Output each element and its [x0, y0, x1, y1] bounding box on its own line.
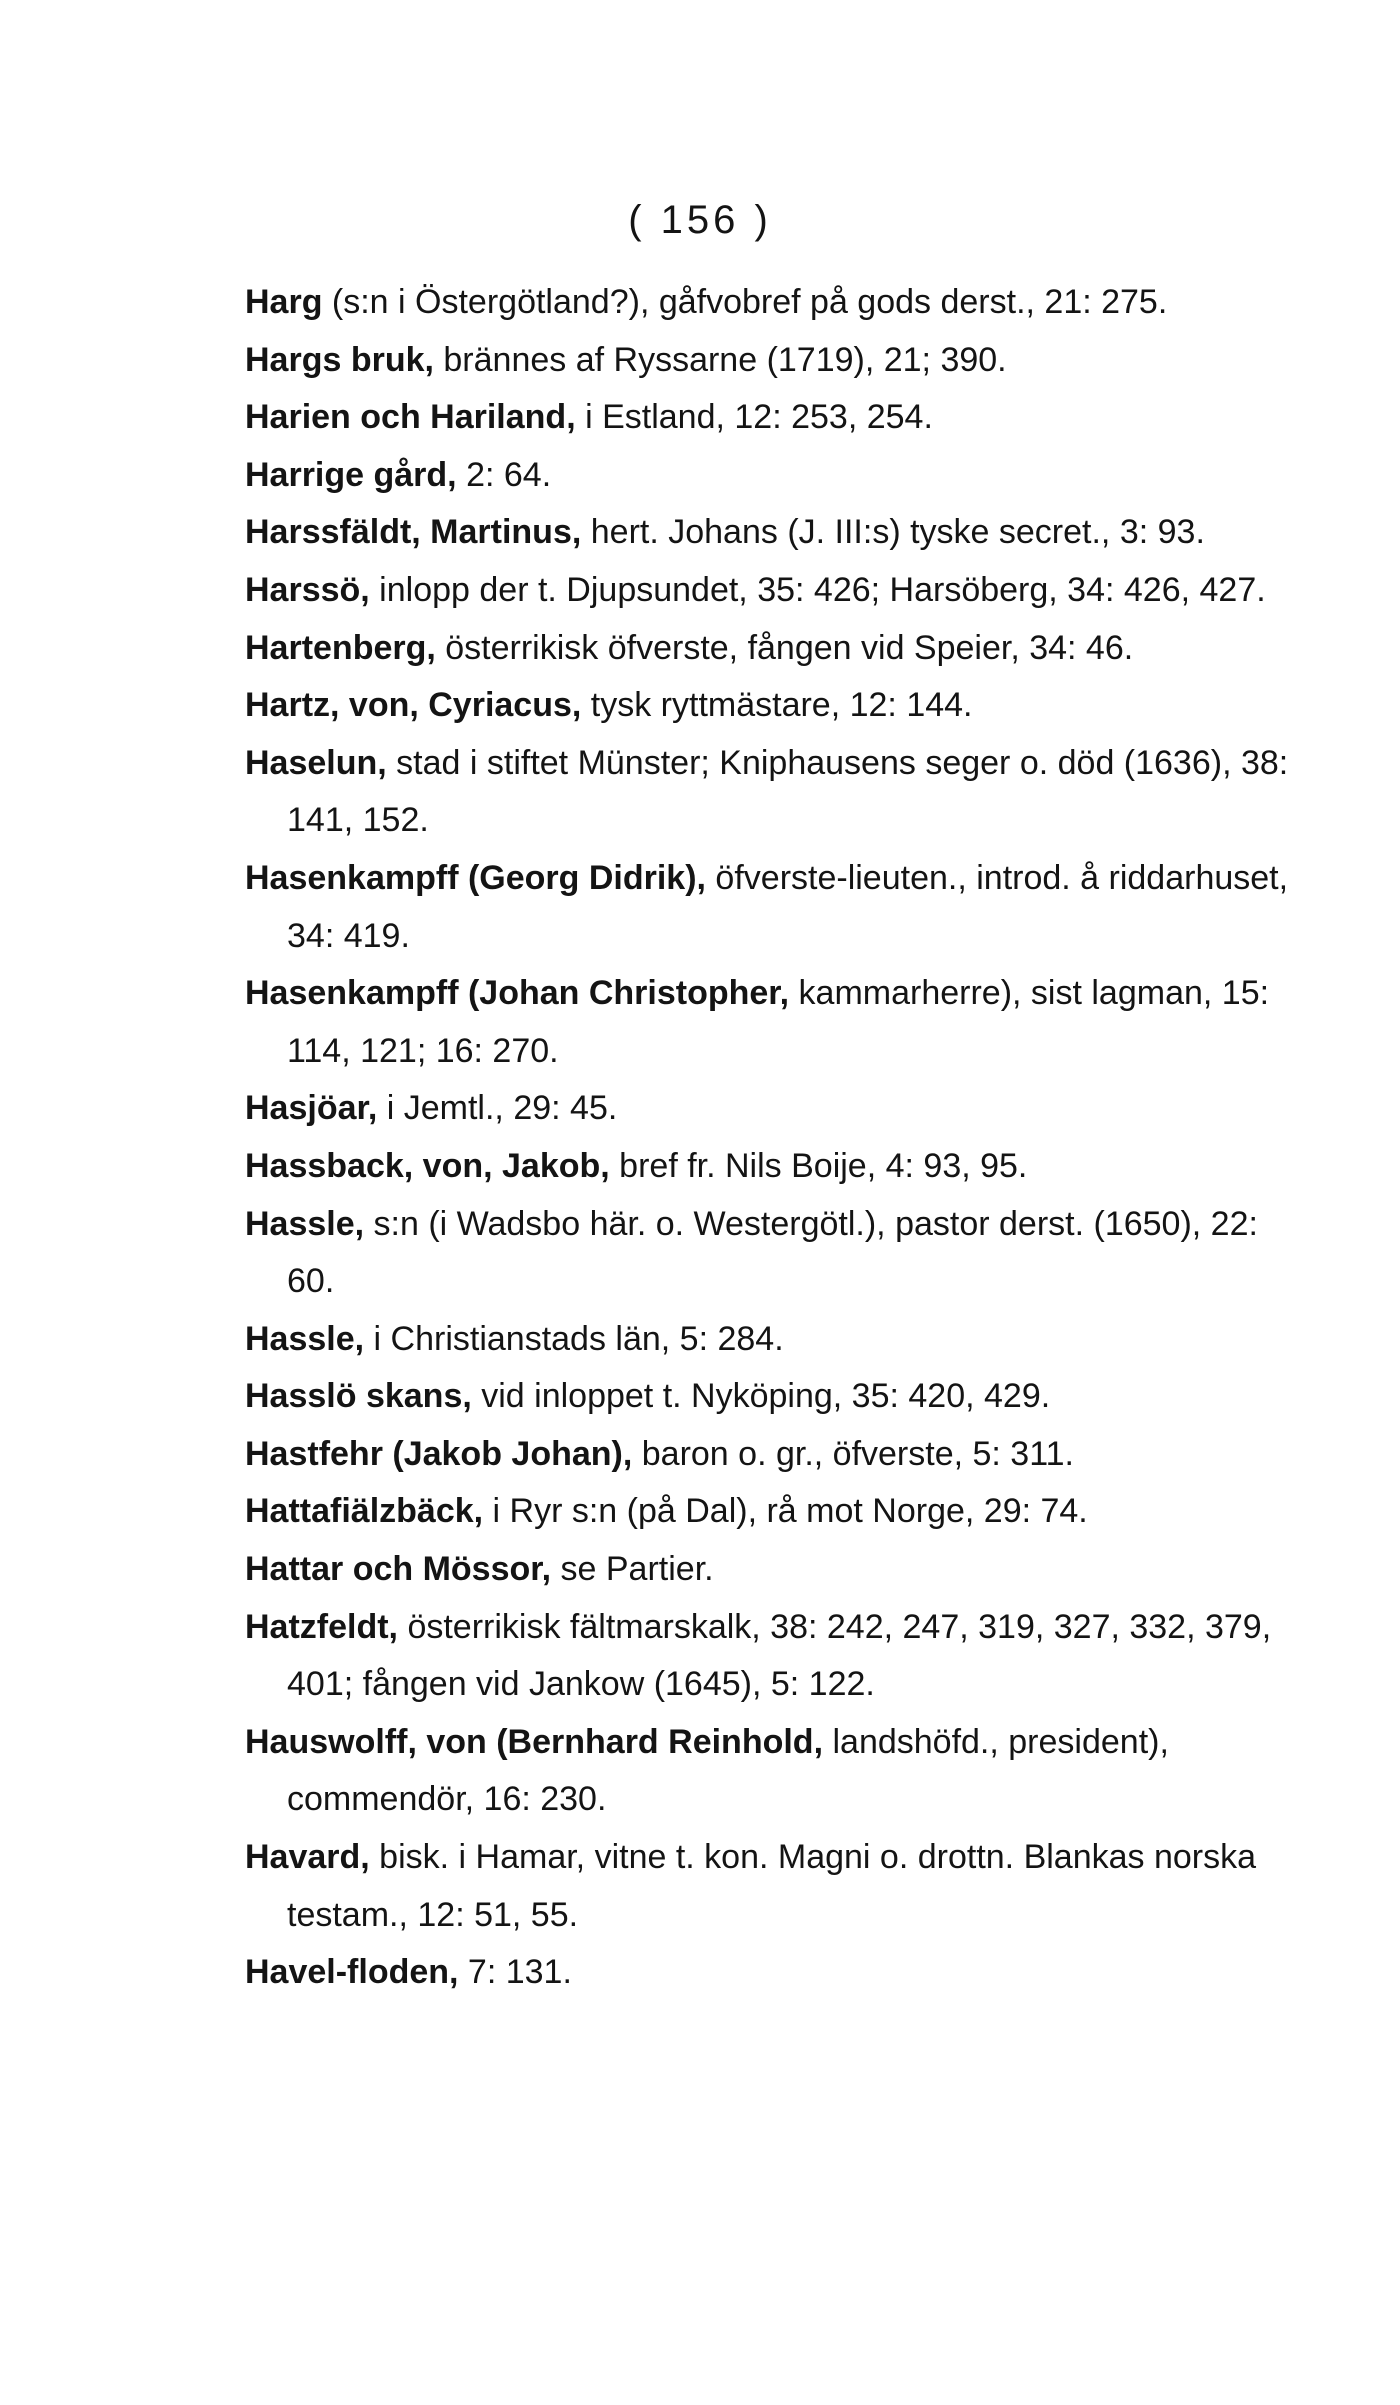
entry-text: vid inloppet t. Nyköping, 35: 420, 429. — [471, 1377, 1051, 1416]
entry-term: Harssfäldt, Martinus, — [245, 513, 582, 552]
entry-text: baron o. gr., öfverste, 5: 311. — [632, 1434, 1074, 1473]
index-entry — [245, 677, 1310, 735]
index-entry-list — [245, 274, 1310, 2002]
index-entry — [245, 1426, 1310, 1484]
entry-term: Harssö, — [245, 570, 370, 609]
index-entry — [245, 850, 1310, 965]
index-entry — [245, 1368, 1310, 1426]
index-entry — [245, 965, 1310, 1080]
index-entry — [245, 1541, 1310, 1599]
index-entry — [245, 1080, 1310, 1138]
index-entry — [245, 1311, 1310, 1369]
index-entry — [245, 735, 1310, 850]
entry-term: Hasslö skans, — [245, 1377, 472, 1416]
entry-text: hert. Johans (J. III:s) tyske secret., 3: 93. — [581, 513, 1205, 552]
index-entry — [245, 562, 1310, 620]
entry-term: Harg — [245, 283, 323, 321]
index-entry — [245, 1196, 1310, 1311]
entry-text: österrikisk fältmarskalk, 38: 242, 247, 319, 327, 332, 379, 401; fången vid Jankow (1645), 5: 122. — [287, 1607, 1272, 1704]
entry-text: se Partier. — [551, 1550, 714, 1589]
index-entry — [245, 1483, 1310, 1541]
entry-term: Hatzfeldt, — [245, 1607, 398, 1646]
entry-term: Hassle, — [245, 1319, 365, 1358]
entry-text: i Ryr s:n (på Dal), rå mot Norge, 29: 74. — [483, 1492, 1088, 1531]
entry-text: landshöfd., president), commendör, 16: 230. — [287, 1722, 1169, 1819]
index-entry — [245, 620, 1310, 678]
entry-text: i Christianstads län, 5: 284. — [364, 1319, 784, 1358]
entry-term: Hassle, — [245, 1204, 365, 1243]
index-entry — [245, 1829, 1310, 1944]
index-entry — [245, 1138, 1310, 1196]
index-entry — [245, 332, 1310, 390]
entry-text: i Jemtl., 29: 45. — [377, 1089, 618, 1128]
entry-text: i Estland, 12: 253, 254. — [575, 398, 933, 437]
entry-term: Hasjöar, — [245, 1089, 378, 1128]
entry-term: Hauswolff, von (Bernhard Reinhold, — [245, 1722, 824, 1761]
entry-text: (s:n i Östergötland?), gåfvobref på gods derst., 21: 275. — [322, 283, 1168, 321]
entry-text: bisk. i Hamar, vitne t. kon. Magni o. drottn. Blankas norska testam., 12: 51, 55. — [287, 1838, 1257, 1934]
entry-text: inlopp der t. Djupsundet, 35: 426; Harsöberg, 34: 426, 427. — [369, 570, 1266, 609]
entry-term: Hastfehr (Jakob Johan), — [245, 1434, 633, 1473]
entry-term: Havel-floden, — [245, 1953, 459, 1992]
index-entry — [245, 1714, 1310, 1829]
index-entry — [245, 389, 1310, 447]
entry-term: Hattafiälzbäck, — [245, 1492, 484, 1531]
entry-term: Hasenkampff (Johan Christopher, — [245, 974, 790, 1013]
entry-term: Hargs bruk, — [245, 340, 434, 379]
entry-text: öfverste-lieuten., introd. å riddarhuset, 34: 419. — [287, 858, 1289, 955]
entry-text: kammarherre), sist lagman, 15: 114, 121; 16: 270. — [287, 974, 1270, 1070]
entry-text: tysk ryttmästare, 12: 144. — [581, 686, 973, 725]
entry-term: Harrige gård, — [245, 455, 457, 494]
entry-term: Harien och Hariland, — [245, 398, 576, 437]
entry-term: Havard, — [245, 1838, 370, 1877]
entry-term: Hartz, von, Cyriacus, — [245, 686, 582, 725]
index-entry — [245, 274, 1310, 332]
index-entry — [245, 1944, 1310, 2002]
entry-text: 2: 64. — [456, 455, 552, 494]
entry-term: Haselun, — [245, 743, 387, 782]
entry-text: stad i stiftet Münster; Kniphausens seger o. död (1636), 38: 141, 152. — [287, 743, 1289, 840]
entry-text: s:n (i Wadsbo här. o. Westergötl.), pastor derst. (1650), 22: 60. — [287, 1204, 1258, 1301]
entry-text: brännes af Ryssarne (1719), 21; 390. — [433, 340, 1007, 379]
entry-term: Hassback, von, Jakob, — [245, 1146, 610, 1185]
index-entry — [245, 1599, 1310, 1714]
index-entry — [245, 504, 1310, 562]
entry-term: Hasenkampff (Georg Didrik), — [245, 858, 706, 897]
entry-text: 7: 131. — [458, 1953, 572, 1992]
index-entry — [245, 447, 1310, 505]
entry-text: bref fr. Nils Boije, 4: 93, 95. — [609, 1146, 1028, 1185]
page-number: ( 156 ) — [628, 198, 772, 242]
entry-term: Hartenberg, — [245, 628, 436, 667]
entry-text: österrikisk öfverste, fången vid Speier, 34: 46. — [435, 628, 1134, 667]
entry-term: Hattar och Mössor, — [245, 1550, 552, 1589]
